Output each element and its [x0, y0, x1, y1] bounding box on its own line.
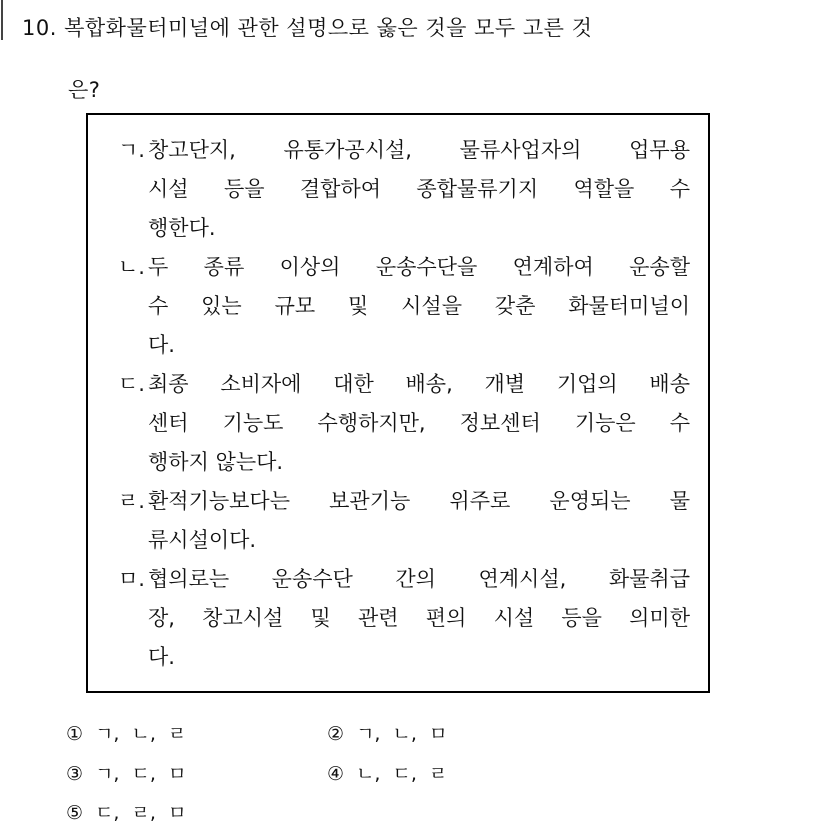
statement-line: 환적기능보다는 보관기능 위주로 운영되는 물 — [148, 489, 690, 513]
statement-line: 최종 소비자에 대한 배송, 개별 기업의 배송 — [148, 372, 690, 396]
statement-line: 장, 창고시설 및 관련 편의 시설 등을 의미한 — [148, 606, 690, 630]
statement-box — [86, 113, 710, 693]
statement-line: 수 있는 규모 및 시설을 갖춘 화물터미널이 — [148, 294, 690, 318]
statement-line: 센터 기능도 수행하지만, 정보센터 기능은 수 — [148, 411, 690, 435]
statement-line: 류시설이다. — [148, 528, 257, 552]
answer-choice-2[interactable]: ② ㄱ, ㄴ, ㅁ — [327, 723, 448, 745]
question-text-cont: 은? — [68, 78, 101, 102]
statement-item — [118, 560, 690, 677]
statement-mark: ㄷ. — [118, 372, 145, 396]
statement-line: 다. — [148, 333, 175, 357]
answer-choice-1[interactable]: ① ㄱ, ㄴ, ㄹ — [66, 723, 187, 745]
statement-item — [118, 482, 690, 560]
statement-line: 두 종류 이상의 운송수단을 연계하여 운송할 — [148, 255, 690, 279]
statement-item — [118, 131, 690, 248]
answer-choice-5[interactable]: ⑤ ㄷ, ㄹ, ㅁ — [66, 802, 187, 824]
statement-mark: ㄴ. — [118, 255, 145, 279]
question-text: 복합화물터미널에 관한 설명으로 옳은 것을 모두 고른 것 — [64, 16, 593, 40]
margin-line — [1, 0, 3, 40]
statement-item — [118, 248, 690, 365]
statement-line: 시설 등을 결합하여 종합물류기지 역할을 수 — [148, 177, 690, 201]
answer-choice-3[interactable]: ③ ㄱ, ㄷ, ㅁ — [66, 763, 187, 785]
question-stem — [22, 12, 592, 42]
statement-mark: ㄱ. — [118, 138, 145, 162]
statement-line: 협의로는 운송수단 간의 연계시설, 화물취급 — [148, 567, 690, 591]
statement-line: 창고단지, 유통가공시설, 물류사업자의 업무용 — [148, 138, 690, 162]
statement-mark: ㄹ. — [118, 489, 145, 513]
question-number: 10. — [22, 16, 57, 40]
answer-choice-4[interactable]: ④ ㄴ, ㄷ, ㄹ — [327, 763, 448, 785]
statement-item — [118, 365, 690, 482]
statement-line: 행하지 않는다. — [148, 450, 284, 474]
statement-line: 다. — [148, 645, 175, 669]
statement-line: 행한다. — [148, 216, 216, 240]
statement-mark: ㅁ. — [118, 567, 145, 591]
